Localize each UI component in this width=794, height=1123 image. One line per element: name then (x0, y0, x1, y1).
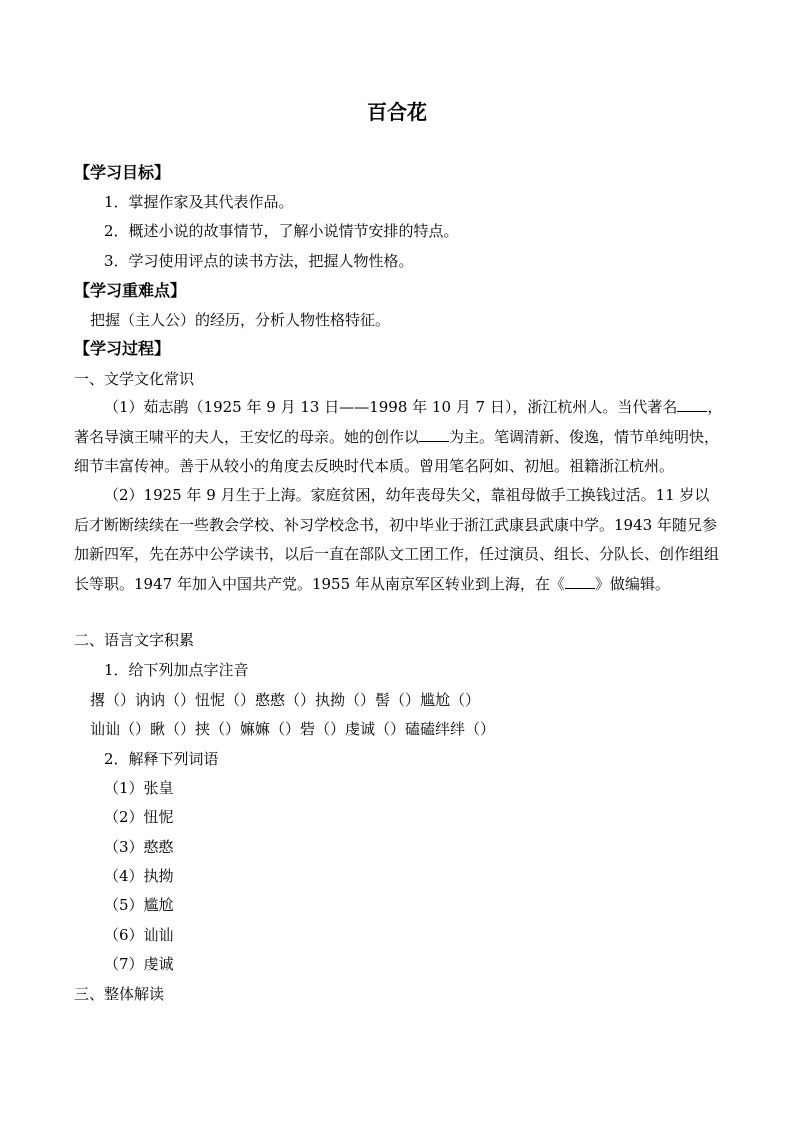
term-item-5: （5）尴尬 (104, 896, 174, 914)
goal-item-1: 1．掌握作家及其代表作品。 (104, 193, 294, 211)
process-heading: 【学习过程】 (74, 339, 171, 358)
paragraph-1-part-c: 为主。笔调清新、俊逸，情节单纯明快，细节丰富传神。善于从较小的角度去反映时代本质。曾用笔名阿如、初旭。祖籍浙江杭州。 (74, 427, 720, 475)
key-text: 把握（主人公）的经历，分析人物性格特征。 (90, 311, 391, 329)
paragraph-1-part-a: （1）茹志鹃（1925 年 9 月 13 日——1998 年 10 月 7 日），浙江杭州人。当代著名 (104, 398, 678, 416)
question-1: 1．给下列加点字注音 (104, 661, 249, 679)
term-item-2: （2）忸怩 (104, 808, 174, 826)
part3-heading: 三、整体解读 (74, 985, 165, 1003)
part1-heading: 一、文学文化常识 (74, 370, 195, 388)
term-item-3: （3）憨憨 (104, 838, 174, 856)
goal-item-2: 2．概述小说的故事情节，了解小说情节安排的特点。 (104, 222, 459, 240)
document-title: 百合花 (367, 100, 427, 124)
paragraph-2 (74, 481, 724, 599)
paragraph-1-part-b: ，著名导演王啸平的夫人，王安忆的母亲。她的创作以 (74, 398, 723, 446)
key-heading: 【学习重难点】 (74, 281, 187, 300)
fill-blank-3 (565, 574, 595, 589)
paragraph-2-part-a: （2）1925 年 9 月生于上海。家庭贫困，幼年丧母失父，靠祖母做手工换钱过活。11 岁以后才断断续续在一些教会学校、补习学校念书，初中毕业于浙江武康县武康中学。1943 年随兄参加新四军，先在苏中公学读书，以后一直在部队文工团工作，任过演员、组长、分队长、创作组组长等职。1947 年加入中国共产党。1955 年从南京军区转业到上海，在《 (74, 486, 720, 593)
term-item-1: （1）张皇 (104, 779, 174, 797)
paragraph-2-part-b: 》做编辑。 (594, 574, 670, 593)
term-item-6: （6）讪讪 (104, 926, 174, 944)
pinyin-line-1: 撂（）讷讷（）忸怩（）憨憨（）执拗（）髻（）尴尬（） (90, 691, 481, 709)
part2-heading: 二、语言文字积累 (74, 631, 195, 649)
pinyin-line-2: 讪讪（）瞅（）挟（）嫲嫲（）砦（）虔诚（）磕磕绊绊（） (90, 720, 496, 738)
goals-heading: 【学习目标】 (74, 163, 171, 182)
question-2: 2．解释下列词语 (104, 750, 219, 768)
fill-blank-2 (419, 427, 449, 442)
goal-item-3: 3．学习使用评点的读书方法，把握人物性格。 (104, 252, 414, 270)
term-item-4: （4）执拗 (104, 867, 174, 885)
paragraph-1 (74, 393, 724, 482)
fill-blank-1 (677, 397, 707, 412)
term-item-7: （7）虔诚 (104, 955, 174, 973)
